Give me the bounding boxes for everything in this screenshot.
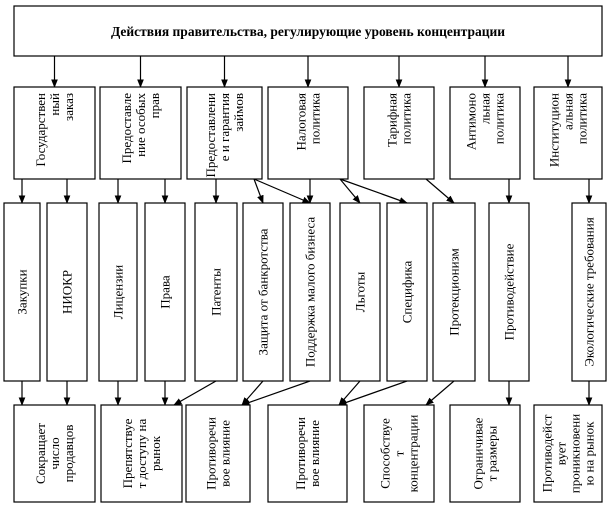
effect-label-line: Противоречи [293,417,308,490]
effect-label-line: вует [553,441,569,466]
measure-label-line: Льготы [352,271,368,313]
measure-node-1 [47,203,87,381]
category-node-4 [364,87,434,179]
measure-node-0 [4,203,40,381]
effect-label-line: т доступу на [134,418,149,489]
effect-label-line: рынок [148,435,163,472]
category-label [385,93,414,147]
measure-label [158,275,173,309]
category-node-0 [14,87,95,179]
measure-label-line: Поддержка малого бизнеса [302,216,318,368]
category-node-1 [100,87,181,179]
effect-node-3 [268,405,347,502]
effect-label-line: т размеры [484,425,500,482]
effect-node-5 [450,405,520,502]
measure-node-9 [433,203,475,381]
effect-label [293,417,322,490]
measure-label [502,243,517,340]
effect-label [540,414,597,493]
effect-node-4 [364,405,434,502]
category-label-line: прав [147,93,162,119]
measure-node-5 [243,203,283,381]
category-label-line: Государствен [33,93,48,167]
effect-label-line: Ограничивае [470,417,486,490]
measure-node-2 [99,203,137,381]
effect-label-line: концентрации [405,414,421,493]
effect-label-line: Сокращает [33,423,48,484]
category-node-5 [450,87,520,179]
category-to-measure-arrow [426,179,454,203]
effect-label [204,417,233,490]
measure-label [353,271,368,312]
diagram-title: Действия правительства, регулирующие уровень концентрации [110,24,506,39]
measure-to-effect-arrow [174,381,216,405]
category-label-line: заказ [61,93,76,121]
category-label-line: е и гарантия [217,93,232,162]
category-label-line: Антимоно [463,93,479,151]
effect-node-6 [534,405,602,502]
category-label-line: займов [231,93,246,132]
measure-node-11 [572,203,606,381]
category-label-line: ние особых [133,93,148,157]
measure-label [209,268,224,316]
effect-label-line: Способствуе [377,418,393,489]
category-label-line: Предоставлени [203,93,218,178]
category-label-line: ный [47,93,62,116]
effect-label-line: вое влияние [307,420,322,487]
measure-label-line: Противодействие [501,243,517,341]
measure-node-4 [195,203,237,381]
measure-label [111,265,126,320]
category-node-3 [268,87,348,179]
category-label-line: политика [307,93,323,145]
category-label-line: Институцион [546,93,562,168]
measure-label-line: Патенты [208,268,224,316]
category-label-line: Налоговая [293,93,309,151]
measure-label [400,260,415,323]
category-label-line: Тарифная [384,93,400,147]
measure-node-3 [145,203,185,381]
measure-label-line: Экологические требования [581,217,597,367]
category-label-line: политика [574,93,590,145]
measure-label-line: Лицензии [110,264,126,320]
effect-label-line: число [47,437,62,470]
measure-node-8 [387,203,427,381]
measure-label-line: Специфика [399,260,415,324]
measure-label [447,248,462,336]
measure-label [15,269,30,314]
category-label-line: политика [491,93,507,145]
category-label-line: льная [477,93,493,125]
measure-label-line: Права [157,275,173,309]
category-to-measure-arrow [254,179,310,203]
diagram-nodes [4,87,606,502]
effect-label-line: Противодейст [539,414,555,493]
effect-label-line: вое влияние [217,420,233,487]
measure-node-7 [340,203,380,381]
effect-label-line: т [391,450,407,457]
measure-label-line: Защита от банкротства [255,228,271,356]
effect-label-line: проникновени [567,413,583,494]
measure-label [60,270,75,314]
measure-label-line: НИОКР [59,269,75,315]
effect-label-line: Противоречи [203,417,219,490]
effect-node-1 [101,405,182,502]
effect-node-0 [14,405,95,502]
category-label-line: политика [398,93,414,145]
category-node-6 [534,87,602,179]
category-label-line: альная [560,93,576,131]
measure-label [582,217,597,366]
effect-label-line: Препятствуе [120,418,135,489]
measure-node-6 [290,203,330,381]
measure-label [256,228,271,355]
measure-to-effect-arrow [426,381,454,405]
effect-node-2 [186,405,250,502]
category-label-line: Предоставле [119,93,134,164]
measure-node-10 [489,203,529,381]
measure-label-line: Закупки [14,269,30,315]
effect-label-line: продавцов [61,424,76,483]
measure-label-line: Протекционизм [446,248,462,336]
category-node-2 [187,87,262,179]
measure-label [303,217,318,368]
effect-label-line: ю на рынок [581,421,597,486]
effect-label [471,417,500,489]
category-label [294,93,323,151]
